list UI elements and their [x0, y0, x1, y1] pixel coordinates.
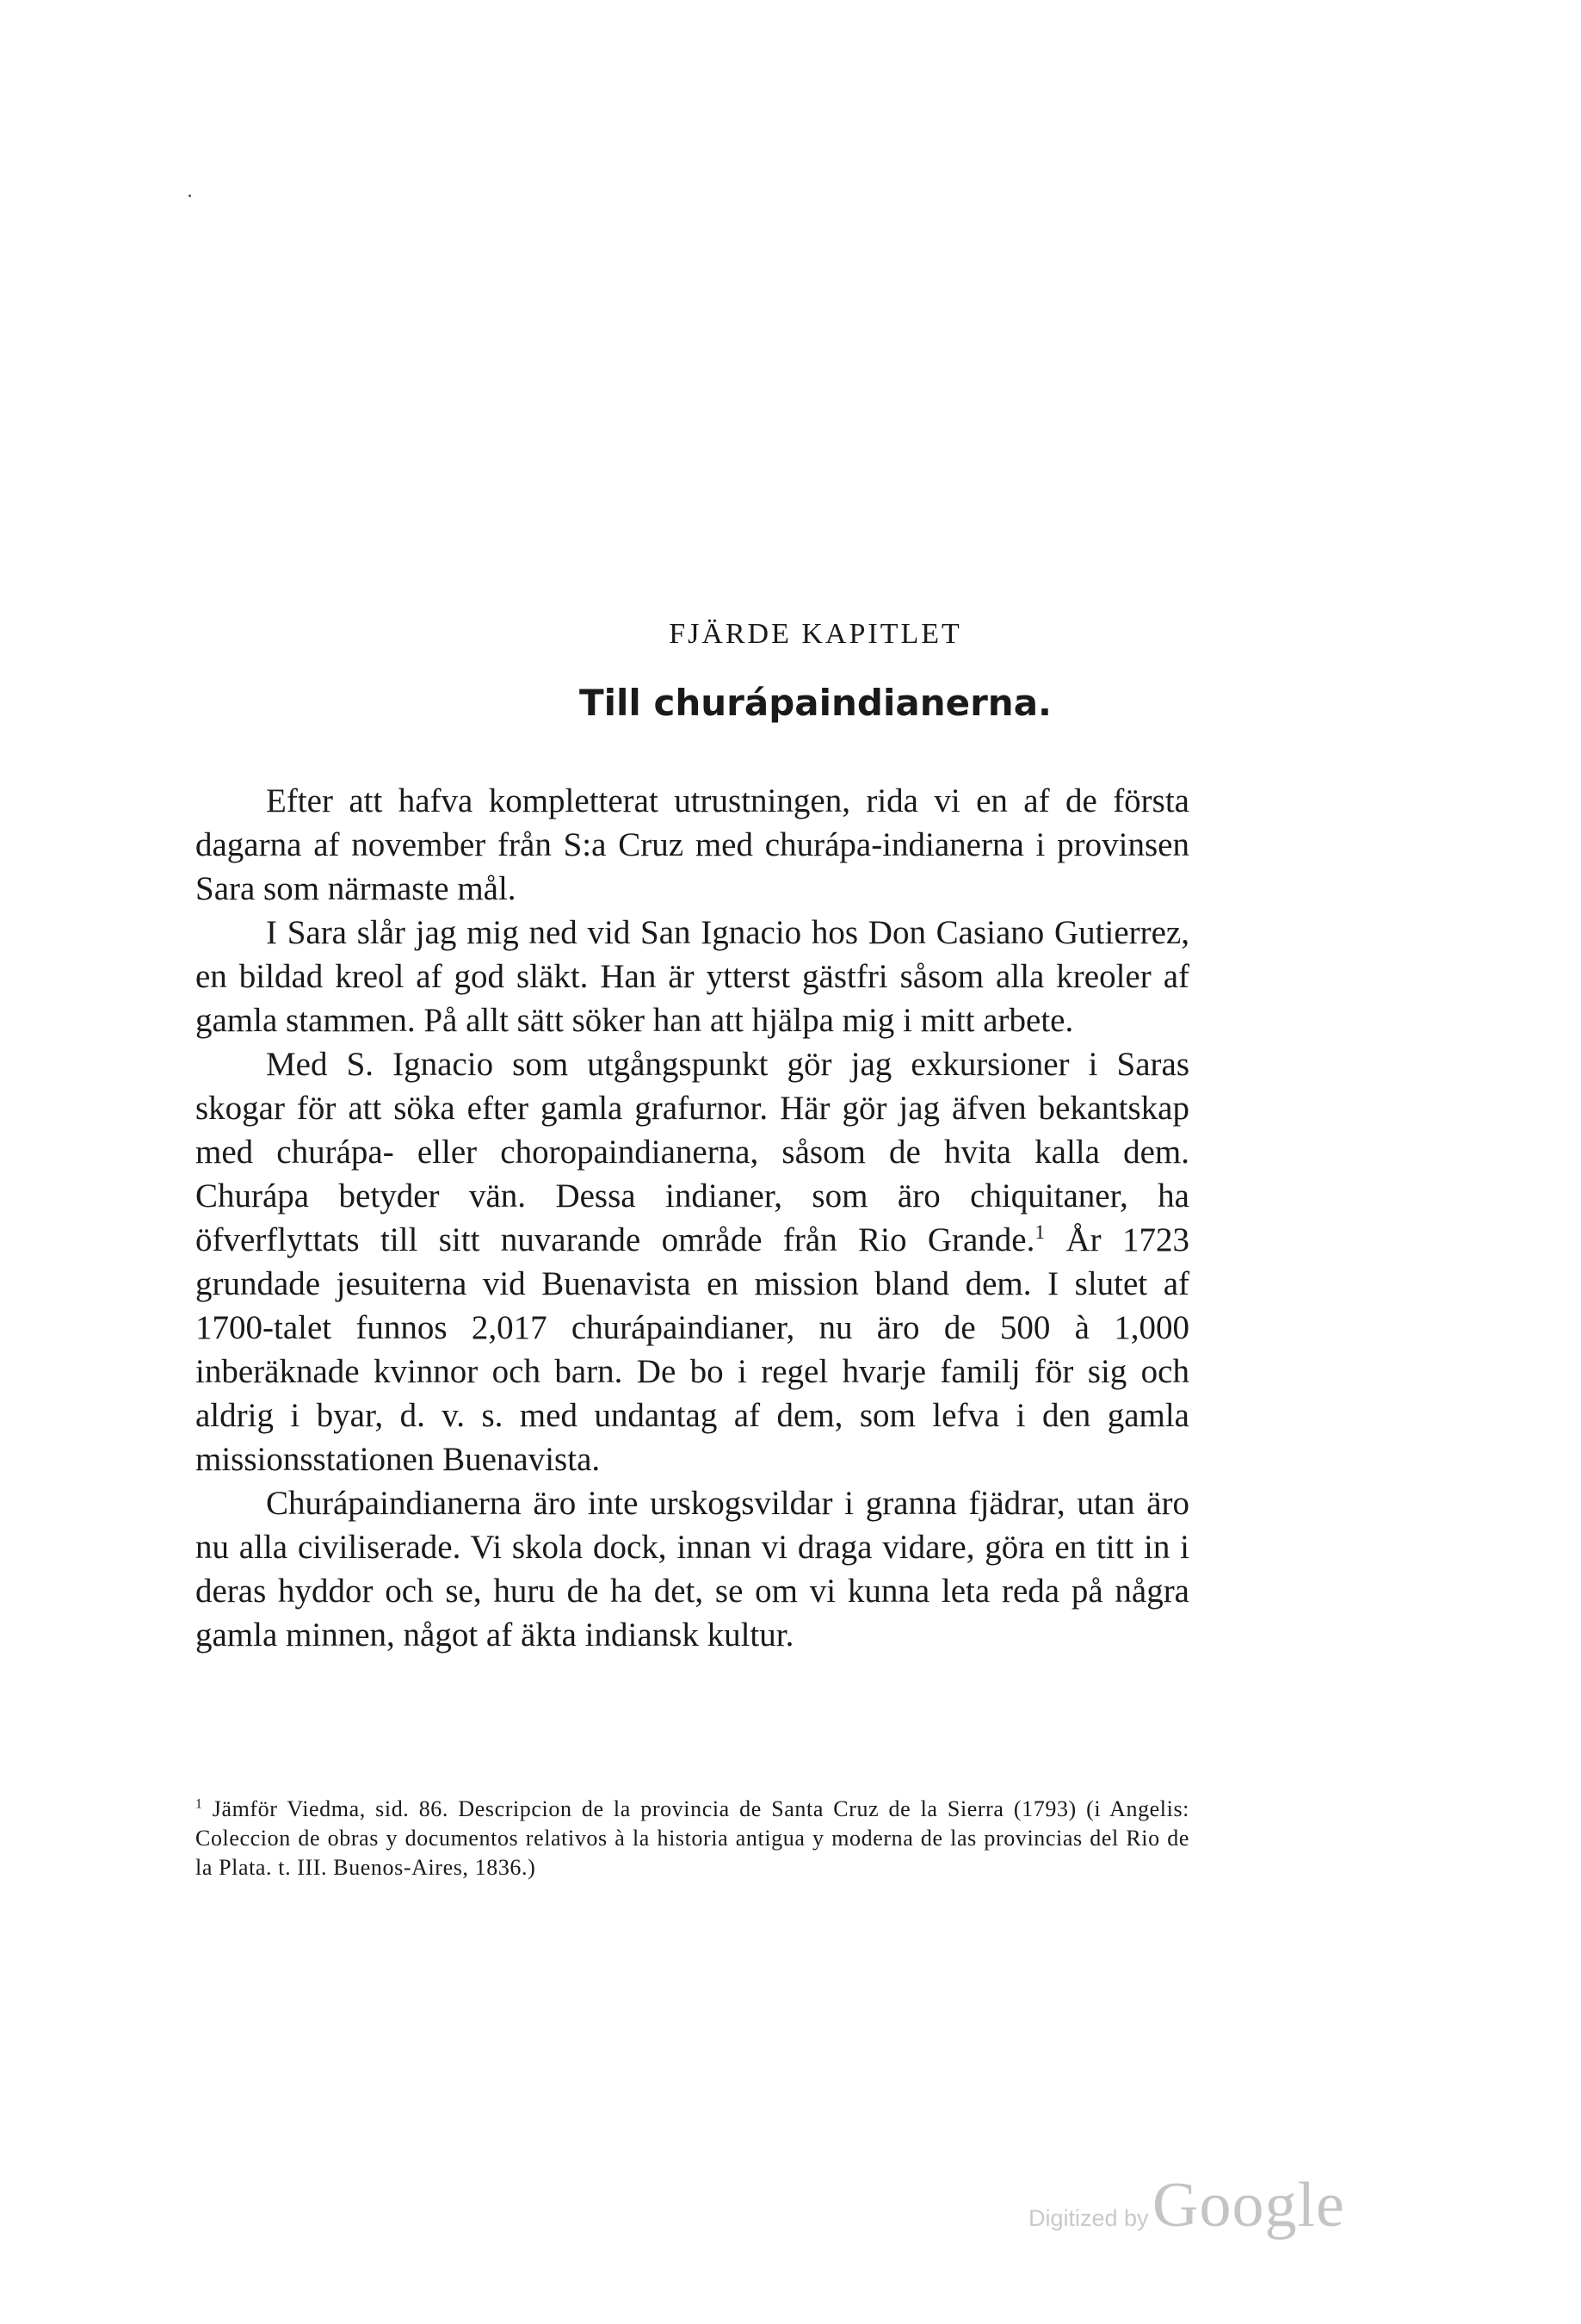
google-logo: Google: [1152, 2170, 1345, 2241]
digitized-by-watermark: [1028, 2169, 1373, 2241]
chapter-heading: FJÄRDE KAPITLET: [669, 618, 962, 650]
footnote-mark: 1: [195, 1796, 203, 1812]
footnote-text: Jämför Viedma, sid. 86. Descripcion de la provincia de Santa Cruz de la Sierra (1793) (i Angelis: Coleccion de obras y documentos relativos à la historia antigua y moderna de las provincias del Rio de la Plata. t. III. Buenos-Aires, 1836.): [195, 1796, 1189, 1880]
body-text: [195, 779, 1189, 1657]
scan-speck: [188, 195, 191, 197]
paragraph-text: År 1723 grundade jesuiterna vid Buenavista en mission bland dem. I slutet af 1700-talet funnos 2,017 churápaindianer, nu äro de 500 à 1,000 inberäknade kvinnor och barn. De bo i regel hvarje familj för sig och aldrig i byar, d. v. s. med undantag af dem, som lefva i den gamla missionsstationen Buenavista.: [195, 1221, 1189, 1478]
footnote-reference: 1: [1034, 1221, 1046, 1244]
paragraph: Efter att hafva kompletterat utrustningen, rida vi en af de första dagarna af november från S:a Cruz med churápa-indianerna i provinsen Sara som närmaste mål.: [195, 782, 1189, 907]
chapter-title: Till churápaindianerna.: [578, 682, 1052, 724]
watermark-prefix: Digitized by: [1028, 2205, 1149, 2231]
paragraph: [195, 1042, 1189, 1481]
footnote: [195, 1795, 1189, 1882]
paragraph: Churápaindianerna äro inte urskogsvildar i granna fjädrar, utan äro nu alla civiliserade. Vi skola dock, innan vi draga vidare, göra en titt in i deras hyddor och se, huru de ha det, se om vi kunna leta reda på några gamla minnen, något af äkta indiansk kultur.: [195, 1485, 1189, 1653]
paragraph: I Sara slår jag mig ned vid San Ignacio hos Don Casiano Gutierrez, en bildad kreol af god släkt. Han är ytterst gästfri såsom alla kreoler af gamla stammen. På allt sätt söker han att hjälpa mig i mitt arbete.: [195, 914, 1189, 1039]
paragraph-text: Med S. Ignacio som utgångspunkt gör jag exkursioner i Saras skogar för att söka efter gamla grafurnor. Här gör jag äfven bekantskap med churápa- eller choropaindianerna, såsom de hvita kalla dem. Churápa betyder vän. Dessa indianer, som äro chiquitaner, ha öfverflyttats till sitt nuvarande område från Rio Grande.: [195, 1046, 1189, 1258]
